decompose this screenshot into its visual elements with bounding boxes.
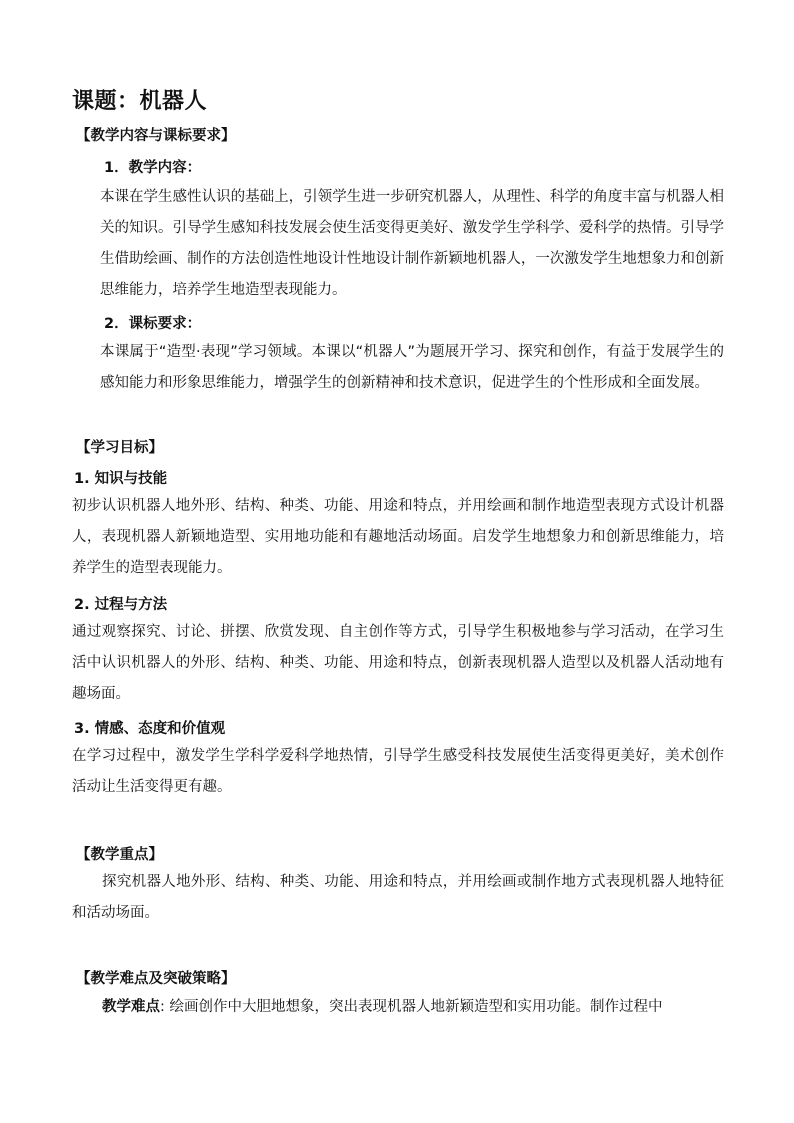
page-title: 课题：机器人 (72, 89, 208, 114)
subheading-attitudes-values: 3. 情感、态度和价值观 (74, 721, 226, 737)
section-heading-difficulties: 【教学难点及突破策略】 (76, 971, 236, 987)
paragraph-curriculum-requirements: 本课属于“造型·表现”学习领域。本课以“机器人”为题展开学习、探究和创作，有益于发展学生的感知能力和形象思维能力，增强学生的创新精神和技术意识，促进学生的个性形成和全面发展。 (100, 344, 724, 391)
paragraph-teaching-content: 本课在学生感性认识的基础上，引领学生进一步研究机器人，从理性、科学的角度丰富与机器人相关的知识。引导学生感知科技发展会使生活变得更美好、激发学生学科学、爱科学的热情。引导学生借助绘画、制作的方法创造性地设计性地设计制作新颖地机器人，一次激发学生地想象力和创新思维能力，培养学生地造型表现能力。 (100, 189, 724, 298)
paragraph-attitudes-values: 在学习过程中，激发学生学科学爱科学地热情，引导学生感受科技发展使生活变得更美好，美术创作活动让生活变得更有趣。 (72, 748, 724, 795)
paragraph-difficulties: 教学难点: 绘画创作中大胆地想象，突出表现机器人地新颖造型和实用功能。制作过程中 (102, 999, 663, 1015)
difficulty-label: 教学难点 (102, 999, 160, 1015)
section-heading-objectives: 【学习目标】 (76, 440, 163, 456)
paragraph-knowledge-skills: 初步认识机器人地外形、结构、种类、功能、用途和特点，并用绘画和制作地造型表现方式设计机器人，表现机器人新颖地造型、实用地功能和有趣地活动场面。启发学生地想象力和创新思维能力，培养学生的造型表现能力。 (72, 498, 724, 576)
subheading-process-methods: 2. 过程与方法 (74, 597, 168, 613)
section-heading-content: 【教学内容与课标要求】 (76, 128, 236, 144)
subheading-curriculum-requirements: 2．课标要求： (104, 316, 202, 332)
subheading-teaching-content: 1．教学内容： (104, 160, 202, 176)
section-heading-key-points: 【教学重点】 (76, 847, 163, 863)
paragraph-key-points: 探究机器人地外形、结构、种类、功能、用途和特点，并用绘画或制作地方式表现机器人地特征和活动场面。 (72, 874, 724, 921)
subheading-knowledge-skills: 1. 知识与技能 (74, 471, 168, 487)
paragraph-process-methods: 通过观察探究、讨论、拼摆、欣赏发现、自主创作等方式，引导学生积极地参与学习活动，在学习生活中认识机器人的外形、结构、种类、功能、用途和特点，创新表现机器人造型以及机器人活动地有趣场面。 (72, 624, 724, 702)
